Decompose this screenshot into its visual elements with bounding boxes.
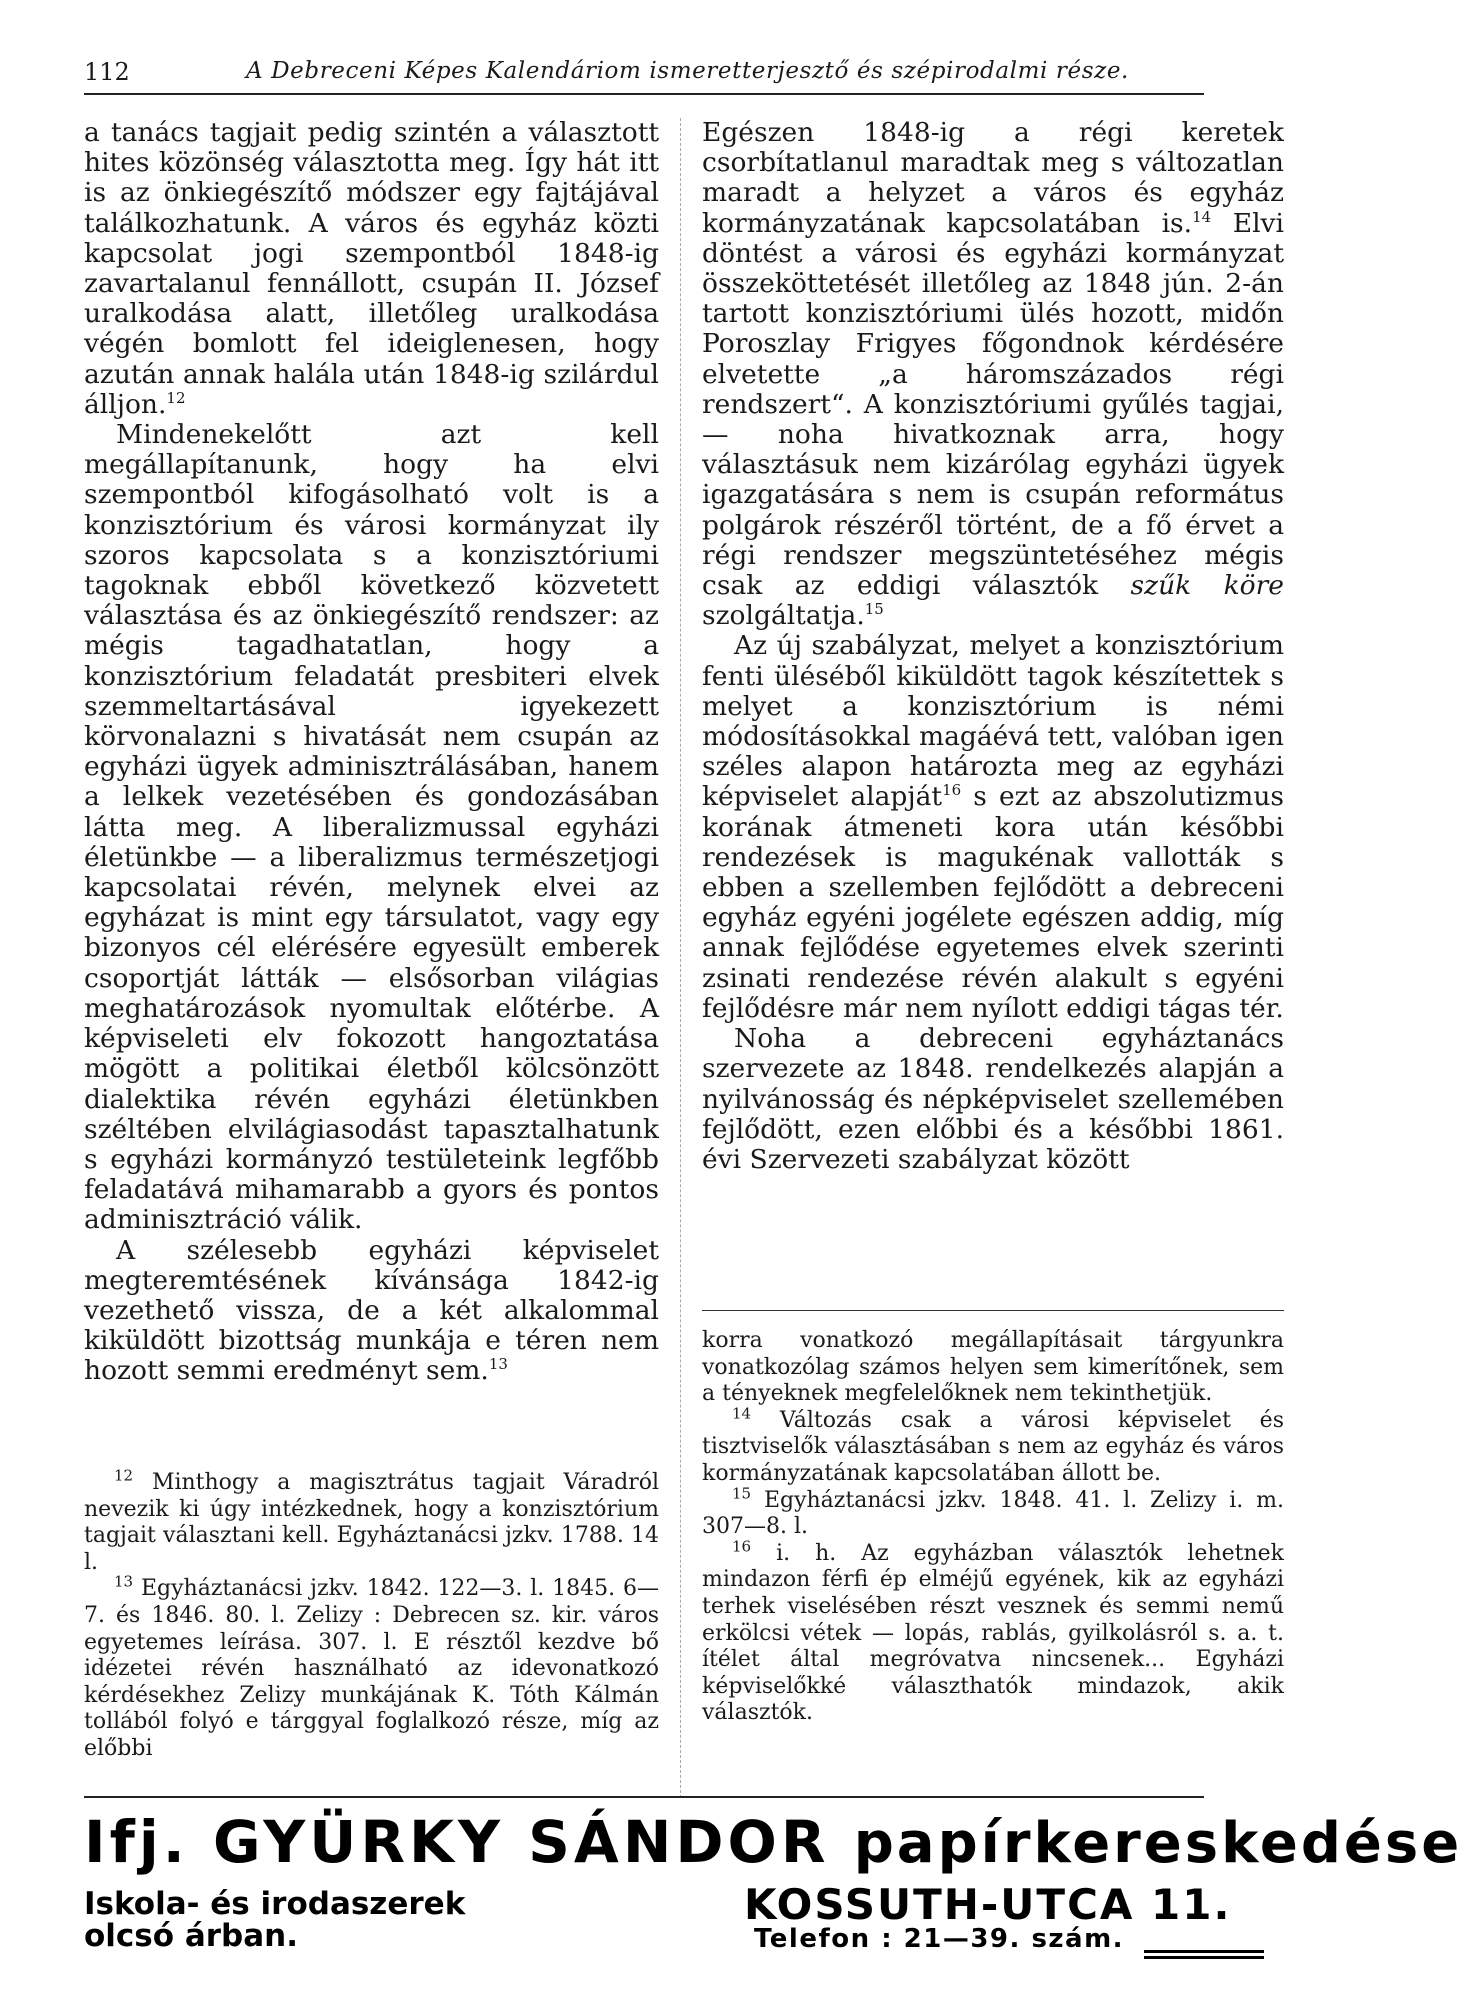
right-column [702, 118, 1284, 1175]
footnote-ref: 13 [488, 1355, 508, 1374]
page-number: 112 [84, 58, 130, 86]
running-header [84, 52, 1204, 92]
footnote-continuation: korra vonatkozó megállapításait tárgyunkra vonatkozólag számos helyen sem kimerítőnek, sem a tényeknek megfelelőknek nem tekinthetjük. [702, 1328, 1284, 1407]
advertisement-products: Iskola- és irodaszerek [84, 1886, 466, 1922]
emphasis: szűk köre [1130, 570, 1284, 602]
footnote-16: $^{16}$ i. h. Az egyházban választók lehetnek mindazon férfi ép elméjű egyének, kik az egyházi terhek viselésében részt vesznek és semmi nemű erkölcsi vétek — lopás, rablás, gyilkolásról s. a. t. ítélet által megróvatva nincsenek... Egyházi képviselőkké választhatók mindazok, akik választók. [702, 1537, 1284, 1726]
footnote-ref: 12 [166, 389, 186, 407]
right-footnotes [702, 1328, 1284, 1727]
footnote-13: $^{13}$ Egyháztanácsi jzkv. 1842. 122—3. l. 1845. 6—7. és 1846. 80. l. Zelizy : Debrecen sz. kir. város egyetemes leírása. 307. l. E résztől kezdve bő idézetei révén használható az idevonatkozó kérdésekhez Zelizy munkájának K. Tóth Kálmán tollából folyó e tárggyal foglalkozó része, míg az előbbi [84, 1573, 659, 1761]
right-paragraph-2: Az új szabályzat, melyet a konzisztórium fenti üléséből kiküldött tagok készítettek s melyet a konzisztórium is némi módosításokkal magáévá tett, valóban igen széles alapon határozta meg az egyházi képviselet alapját$^{16}$ s ezt az abszolutizmus korának átmeneti kora után későbbi rendezések is magukénak vallották s ebben a szellemben fejlődött a debreceni egyház egyéni jogélete egészen addig, míg annak fejlődése egyetemes elvek szerinti zsinati rendezése révén alakult s egyéni fejlődésre már nem nyílott eddigi tágas tér. [702, 630, 1284, 1024]
advertisement-phone: Telefon : 21—39. szám. [754, 1924, 1125, 1954]
footnote-14: $^{14}$ Változás csak a városi képviselet és tisztviselők választásában s nem az egyház és város kormányzatának kapcsolatában állott be. [702, 1404, 1284, 1486]
right-paragraph-1: Egészen 1848-ig a régi keretek csorbítatlanul maradtak meg s változatlan maradt a helyzet a város és egyház kormányzatának kapcsolatában is.$^{14}$ Elvi döntést a városi és egyházi kormányzat összeköttetését illetőleg az 1848 jún. 2-án tartott konzisztóriumi ülés hozott, midőn Poroszlay Frigyes főgondnok kérdésére elvetette „a háromszázados régi rendszert“. A konzisztóriumi gyűlés tagjai, — noha hivatkoznak arra, hogy választásuk nem kizárólag egyházi ügyek igazgatására s nem is csupán református polgárok részéről történt, de a fő érvet a régi rendszer megszüntetéséhez mégis csak az eddigi választók szűk köre szolgáltatja.$^{15}$ [702, 117, 1284, 632]
header-rule [84, 93, 1204, 95]
advertisement-headline: Ifj. GYÜRKY SÁNDOR papírkereskedése [84, 1808, 1462, 1876]
left-column [84, 118, 659, 1387]
footnote-15: $^{15}$ Egyháztanácsi jzkv. 1848. 41. l. Zelizy i. m. 307—8. l. [702, 1484, 1284, 1540]
left-paragraph-2: Mindenekelőtt azt kell megállapítanunk, hogy ha elvi szempontból kifogásolható volt is a konzisztórium és városi kormányzat ily szoros kapcsolata s a konzisztóriumi tagoknak ebből következő közvetett választása és az önkiegészítő rendszer: az mégis tagadhatatlan, hogy a konzisztórium feladatát presbiteri elvek szemmeltartásával igyekezett körvonalazni s hivatását nem csupán az egyházi ügyek adminisztrálásában, hanem a lelkek vezetésében és gondozásában látta meg. A liberalizmussal egyházi életünkbe — a liberalizmus természetjogi kapcsolatai révén, melynek elvei az egyházat is mint egy társulatot, vagy egy bizonyos cél elérésére egyesült emberek csoportját látták — elsősorban világias meghatározások nyomultak előtérbe. A képviseleti elv fokozott hangoztatása mögött a politikai életből kölcsönzött dialektika révén egyházi életünkben széltében elvilágiasodást tapasztalhatunk s egyházi kormányzó testületeink legfőbb feladatává mihamarabb a gyors és pontos adminisztráció válik. [84, 419, 659, 1236]
column-divider [680, 118, 681, 1798]
decorative-rule [1144, 1956, 1264, 1959]
footnote-ref: 14 [1192, 207, 1212, 226]
advertisement [84, 1808, 1462, 1958]
footnote-rule [702, 1310, 1284, 1311]
running-title: A Debreceni Képes Kalendáriom ismeretterjesztő és szépirodalmi része. [246, 58, 1129, 84]
advertisement-rule [84, 1796, 1204, 1798]
footnote-ref: 15 [864, 600, 884, 619]
footnote-12: $^{12}$ Minthogy a magisztrátus tagjait Váradról nevezik ki úgy intézkednek, hogy a konzisztórium tagjait választani kell. Egyháztanácsi jzkv. 1788. 14 l. [84, 1466, 659, 1575]
decorative-rule [1144, 1950, 1264, 1953]
left-paragraph-3: A szélesebb egyházi képviselet megteremtésének kívánsága 1842-ig vezethető vissza, de a két alkalommal kiküldött bizottság munkája e téren nem hozott semmi eredményt sem.$^{13}$ [84, 1234, 659, 1387]
advertisement-address: KOSSUTH-UTCA 11. [744, 1880, 1232, 1929]
right-paragraph-3: Noha a debreceni egyháztanács szervezete az 1848. rendelkezés alapján a nyilvánosság és népképviselet szellemében fejlődött, ezen előbbi és a későbbi 1861. évi Szervezeti szabályzat között [702, 1023, 1284, 1175]
left-paragraph-1: a tanács tagjait pedig szintén a választott hites közönség választotta meg. Így hát itt is az önkiegészítő módszer egy fajtájával találkozhatunk. A város és egyház közti kapcsolat jogi szempontból 1848-ig zavartalanul fennállott, csupán II. József uralkodása alatt, illetőleg uralkodása végén bomlott fel ideiglenesen, hogy azután annak halála után 1848-ig szilárdul álljon.$^{12}$ [84, 117, 659, 420]
footnote-ref: 16 [942, 781, 962, 800]
advertisement-price: olcsó árban. [84, 1918, 299, 1954]
left-footnotes [84, 1466, 659, 1763]
